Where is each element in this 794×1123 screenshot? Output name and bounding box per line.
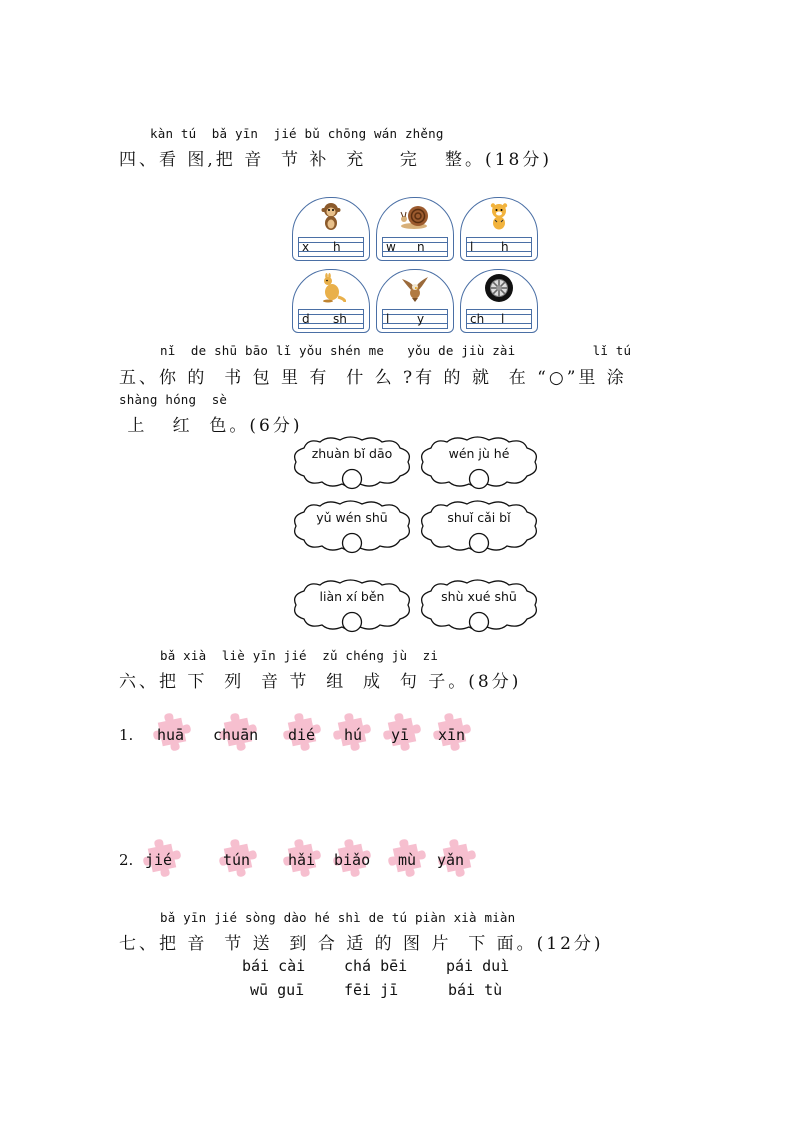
pinyin-writing-line[interactable] (466, 237, 532, 257)
syllable-tile[interactable]: hǎi (288, 851, 316, 869)
pinyin-card (460, 269, 538, 333)
pinyin-card (292, 269, 370, 333)
s5-title-2: 上 红 色。(6分) (119, 416, 303, 436)
syllable-tile[interactable]: tún (223, 851, 251, 869)
s7-word[interactable]: bái cài (242, 957, 306, 975)
kangaroo-icon (316, 273, 346, 303)
syllable-tile[interactable]: huā (157, 726, 185, 744)
syllable-tile[interactable]: mù (398, 851, 417, 869)
s6-row1-number: 1. (119, 726, 134, 744)
given-final: y (417, 312, 425, 326)
item-cloud[interactable] (417, 434, 541, 490)
s7-pinyin: bǎ yīn jié sòng dào hé shì de tú piàn xià miàn (160, 910, 516, 925)
syllable-tile[interactable]: xīn (438, 726, 466, 744)
pinyin-card (292, 197, 370, 261)
syllable-tile[interactable]: dié (288, 726, 316, 744)
s7-word[interactable]: bái tù (448, 981, 503, 999)
syllable-tile[interactable]: biǎo (334, 851, 371, 869)
item-cloud[interactable] (290, 498, 414, 554)
given-final: l (501, 312, 505, 326)
given-initial: ch (470, 312, 485, 326)
s6-title: 六、把 下 列 音 节 组 成 句 子。(8分) (119, 672, 522, 692)
syllable-tile[interactable]: yī (391, 726, 410, 744)
item-pinyin: wén jù hé (448, 446, 510, 461)
syllable-tile[interactable]: hú (344, 726, 363, 744)
pinyin-writing-line[interactable] (382, 309, 448, 329)
syllable-tile[interactable]: chuān (213, 726, 259, 744)
pinyin-writing-line[interactable] (382, 237, 448, 257)
given-initial: l (386, 312, 390, 326)
pinyin-writing-line[interactable] (298, 237, 364, 257)
given-initial: x (302, 240, 310, 254)
item-pinyin: yǔ wén shū (316, 510, 388, 525)
s5-pinyin-1: nǐ de shū bāo lǐ yǒu shén me yǒu de jiù zài lǐ tú (160, 343, 632, 358)
monkey-icon (316, 201, 346, 231)
s4-pinyin: kàn tú bǎ yīn jié bǔ chōng wán zhěng (150, 126, 444, 141)
s7-word[interactable]: pái duì (446, 957, 510, 975)
pinyin-card (376, 197, 454, 261)
s7-word[interactable]: fēi jī (344, 981, 399, 999)
tiger-icon (484, 201, 514, 231)
item-cloud[interactable] (417, 498, 541, 554)
s5-pinyin-2: shàng hóng sè (119, 392, 228, 407)
syllable-tile[interactable]: yǎn (437, 851, 465, 869)
eagle-icon (400, 273, 430, 303)
item-cloud[interactable] (417, 577, 541, 633)
s5-title-1: 五、你 的 书 包 里 有 什 么 ?有 的 就 在 “○”里 涂 (119, 368, 627, 388)
pinyin-writing-line[interactable] (298, 309, 364, 329)
given-final: n (417, 240, 425, 254)
pinyin-writing-line[interactable] (466, 309, 532, 329)
given-final: h (333, 240, 341, 254)
s6-row2-number: 2. (119, 851, 134, 869)
snail-icon (400, 201, 430, 231)
item-pinyin: liàn xí běn (319, 589, 385, 604)
given-initial: l (470, 240, 474, 254)
item-cloud[interactable] (290, 434, 414, 490)
s7-word[interactable]: wū guī (250, 981, 305, 999)
given-final: h (501, 240, 509, 254)
item-pinyin: zhuàn bǐ dāo (311, 446, 393, 461)
item-pinyin: shuǐ cǎi bǐ (447, 510, 511, 525)
s4-title: 四、看 图,把 音 节 补 充 完 整。(18分) (119, 150, 552, 170)
item-pinyin: shù xué shū (441, 589, 517, 604)
syllable-tile[interactable]: jié (145, 851, 173, 869)
item-cloud[interactable] (290, 577, 414, 633)
s7-word[interactable]: chá bēi (344, 957, 408, 975)
wheel-icon (484, 273, 514, 303)
s6-pinyin: bǎ xià liè yīn jié zǔ chéng jù zi (160, 648, 439, 663)
pinyin-card (460, 197, 538, 261)
pinyin-card (376, 269, 454, 333)
given-initial: w (386, 240, 396, 254)
given-initial: d (302, 312, 310, 326)
s7-title: 七、把 音 节 送 到 合 适 的 图 片 下 面。(12分) (119, 934, 604, 954)
given-final: sh (333, 312, 347, 326)
